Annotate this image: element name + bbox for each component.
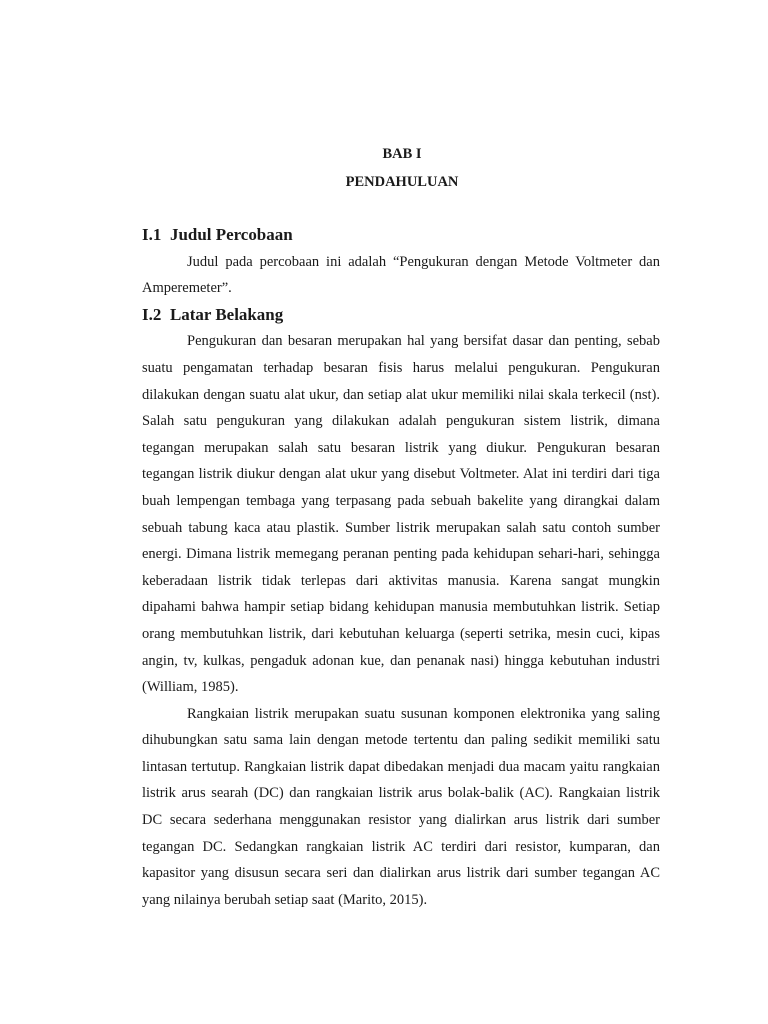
document-body	[142, 222, 660, 913]
paragraph-judul: Judul pada percobaan ini adalah “Pengukuran dengan Metode Voltmeter dan Amperemeter”.	[142, 253, 660, 297]
paragraph-latar-belakang-2: Rangkaian listrik merupakan suatu susunan komponen elektronika yang saling dihubungkan satu sama lain dengan metode tertentu dan paling sedikit memiliki satu lintasan tertutup. Rangkaian listrik dapat dibedakan menjadi dua macam yaitu rangkaian listrik arus searah (DC) dan rangkaian listrik arus bolak-balik (AC). Rangkaian listrik DC secara sederhana menggunakan resistor yang dialirkan arus listrik dari sumber tegangan DC. Sedangkan rangkaian listrik AC terdiri dari resistor, kumparan, dan kapasitor yang disusun secara seri dan dialirkan arus listrik dari sumber tegangan AC yang nilainya berubah setiap saat (Marito, 2015).	[142, 705, 660, 908]
chapter-number: BAB I	[382, 146, 422, 162]
section-number: I.1	[142, 225, 162, 244]
section-heading-judul-percobaan	[142, 222, 660, 249]
section-heading-latar-belakang	[142, 302, 660, 329]
section-title: Latar Belakang	[170, 304, 284, 324]
chapter-title: PENDAHULUAN	[345, 174, 459, 190]
section-number: I.2	[142, 304, 162, 324]
section-title: Judul Percobaan	[170, 225, 293, 244]
paragraph-latar-belakang-1: Pengukuran dan besaran merupakan hal yang bersifat dasar dan penting, sebab suatu pengamatan terhadap besaran fisis harus melalui pengukuran. Pengukuran dilakukan dengan suatu alat ukur, dan setiap alat ukur memiliki nilai skala terkecil (nst). Salah satu pengukuran yang dilakukan adalah pengukuran sistem listrik, dimana tegangan merupakan salah satu besaran listrik yang diukur. Pengukuran besaran tegangan listrik diukur dengan alat ukur yang disebut Voltmeter. Alat ini terdiri dari tiga buah lempengan tembaga yang terpasang pada sebuah bakelite yang dirangkai dalam sebuah tabung kaca atau plastik. Sumber listrik merupakan salah satu contoh sumber energi. Dimana listrik memegang peranan penting pada kehidupan sehari-hari, sehingga keberadaan listrik tidak terlepas dari aktivitas manusia. Karena sangat mungkin dipahami bahwa hampir setiap bidang kehidupan manusia membutuhkan listrik. Setiap orang membutuhkan listrik, dari kebutuhan keluarga (seperti setrika, mesin cuci, kipas angin, tv, kulkas, pengaduk adonan kue, dan penanak nasi) hingga kebutuhan industri (William, 1985).	[142, 333, 660, 696]
